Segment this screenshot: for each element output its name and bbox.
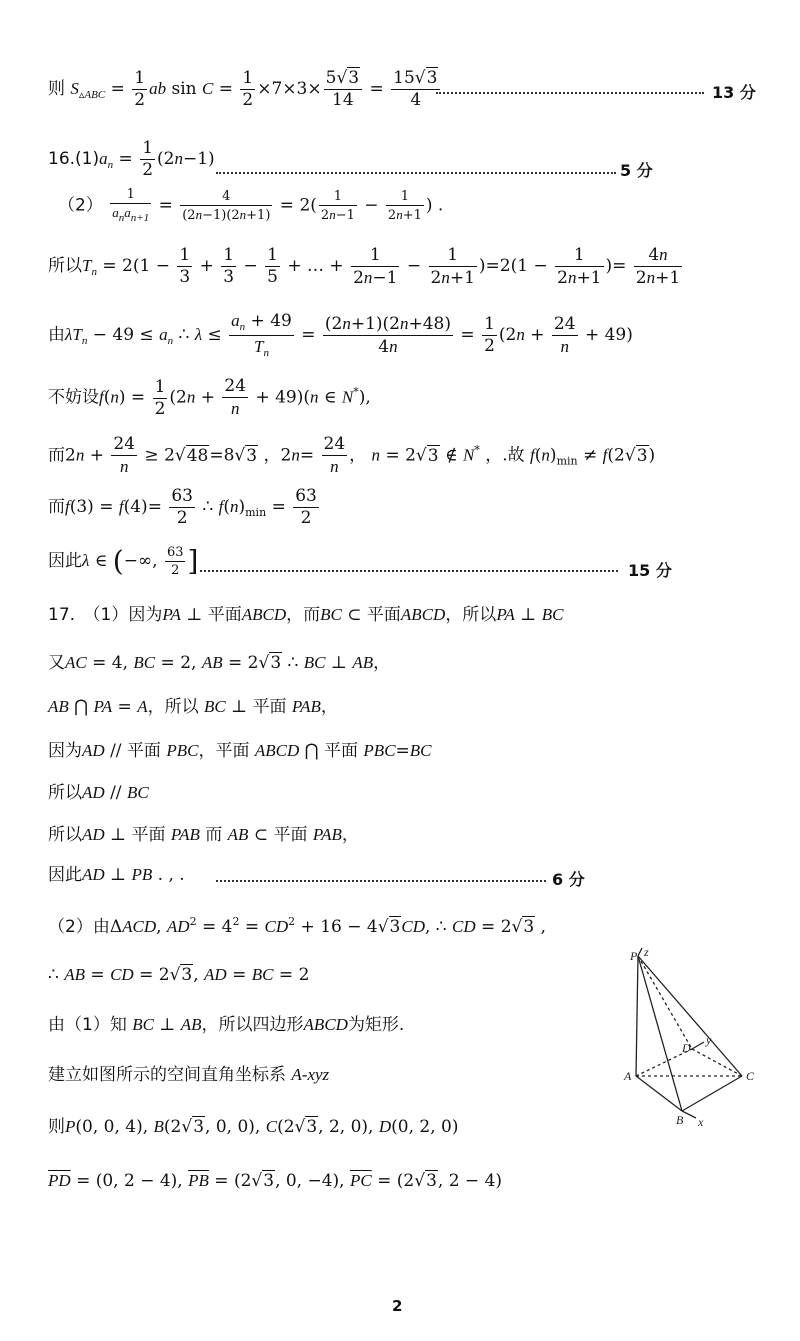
pyramid-figure	[622, 946, 772, 1136]
line-17-coords: 建立如图所示的空间直角坐标系 A-xyz	[48, 1065, 330, 1085]
line-17-ad-parallel: 因为AD // 平面 PBC，平面 ABCD ⋂ 平面 PBC=BC	[48, 741, 432, 761]
label-y: y	[706, 1033, 712, 1047]
line-17-lengths: ∴ AB = CD = 2√3, AD = BC = 2	[48, 965, 310, 985]
dotted-leader	[436, 92, 704, 94]
line-17-2: （2）由ΔACD, $AD^2 = 4^2 = CD^2 + 16 - 4√3CD$, ∴ CD = 2√3 ,	[48, 915, 546, 937]
line-17-ad-bc: 所以AD // BC	[48, 783, 149, 803]
line-17-ab: AB ⋂ PA = A，所以 BC ⊥ 平面 PAB，	[48, 697, 338, 717]
score-13: 13 分	[712, 83, 756, 102]
line-17-conclusion: 因此AD ⊥ PB . , .	[48, 865, 185, 885]
label-B: B	[676, 1113, 684, 1127]
line-Tn: 所以$T_n = 2(1$ − $\frac{1}{3}$ + $\frac{1}{3}$ − $\frac{1}{5}$ + … + $\frac{1}{2n-1}$ − $\frac{1}{2n+1}$ )=2(1 − $\frac{1}{2n+1}$ )= $\frac{4n}{2n+1}$	[48, 244, 681, 288]
score-5: 5 分	[620, 161, 653, 180]
page-number: 2	[392, 1297, 403, 1315]
score-15: 15 分	[628, 561, 672, 580]
line-inequality: 而2n + $\frac{24}{n}$ ≥ 2√48=8√3 ，2n= $\frac{24}{n}$ ， n = 2√3 ∉ N* ，.故 $f(n)_{min} \ne f(2√3)$	[48, 434, 656, 476]
score-6: 6 分	[552, 870, 585, 889]
line-lambda-range: 因此λ ∈ (−∞, $\frac{63}{2}$ ]	[48, 544, 199, 578]
label-P: P	[630, 949, 638, 963]
line-17-vectors: $\overline{PD} = (0$, 2 − 4), $\overline{PB} = (2√3$, 0, −4), $\overline{PC} = (2√3$, 2 − 4)	[48, 1171, 503, 1191]
dotted-leader	[216, 880, 546, 882]
line-17-rect: 由（1）知 BC ⊥ AB，所以四边形ABCD为矩形.	[48, 1015, 405, 1035]
dotted-leader	[216, 172, 616, 174]
label-z: z	[644, 946, 649, 959]
line-lambda: 由$\lambda T_n - 49 \le a_n$ ∴ λ ≤ $\frac{a_n + 49}{T_n}$ = $\frac{(2n+1)(2n+48)}{4n}$ = $\frac{1}{2}$ (2n + $\frac{24}{n}$ + 49)	[48, 311, 633, 359]
line-f3-f4: 而f(3) = f(4)= $\frac{63}{2}$ ∴ $f(n)_{min}$ = $\frac{63}{2}$	[48, 486, 317, 528]
line-17-points: 则P(0, 0, 4), B(2√3, 0, 0), C(2√3, 2, 0), D(0, 2, 0)	[48, 1117, 459, 1137]
label-C: C	[746, 1069, 755, 1083]
line-16-2: （2） $\frac{1}{a_na_{n+1}}$ = $\frac{4}{(2n-1)(2n+1)}$ = 2( $\frac{1}{2n-1}$ − $\frac{1}{2n+1}$ ) .	[58, 187, 444, 224]
line-17-1: 17. （1）因为PA ⊥ 平面ABCD，而BC ⊂ 平面ABCD，所以PA ⊥ BC	[48, 605, 564, 625]
dotted-leader	[200, 570, 618, 572]
line-16-1: $16.(1)a_n$ = $\frac{1}{2}$ (2n−1)	[48, 138, 215, 180]
line-area: 则 $S_{▵ABC}$ = $\frac{1}{2}$ ab sin C = $\frac{1}{2}$ ×7×3× $\frac{5√3}{14}$ = $\frac{15√3}{4}$	[48, 70, 442, 109]
line-17-ad-perp: 所以AD ⊥ 平面 PAB 而 AB ⊂ 平面 PAB，	[48, 825, 359, 845]
label-A: A	[624, 1069, 632, 1083]
line-17-ac: 又AC = 4, BC = 2, AB = 2√3 ∴ BC ⊥ AB，	[48, 653, 391, 673]
label-D: D	[682, 1041, 691, 1055]
line-fn: 不妨设f(n) = $\frac{1}{2}$ (2n + $\frac{24}{n}$ + 49)(n ∈ N*),	[48, 376, 371, 419]
label-x: x	[698, 1115, 704, 1129]
